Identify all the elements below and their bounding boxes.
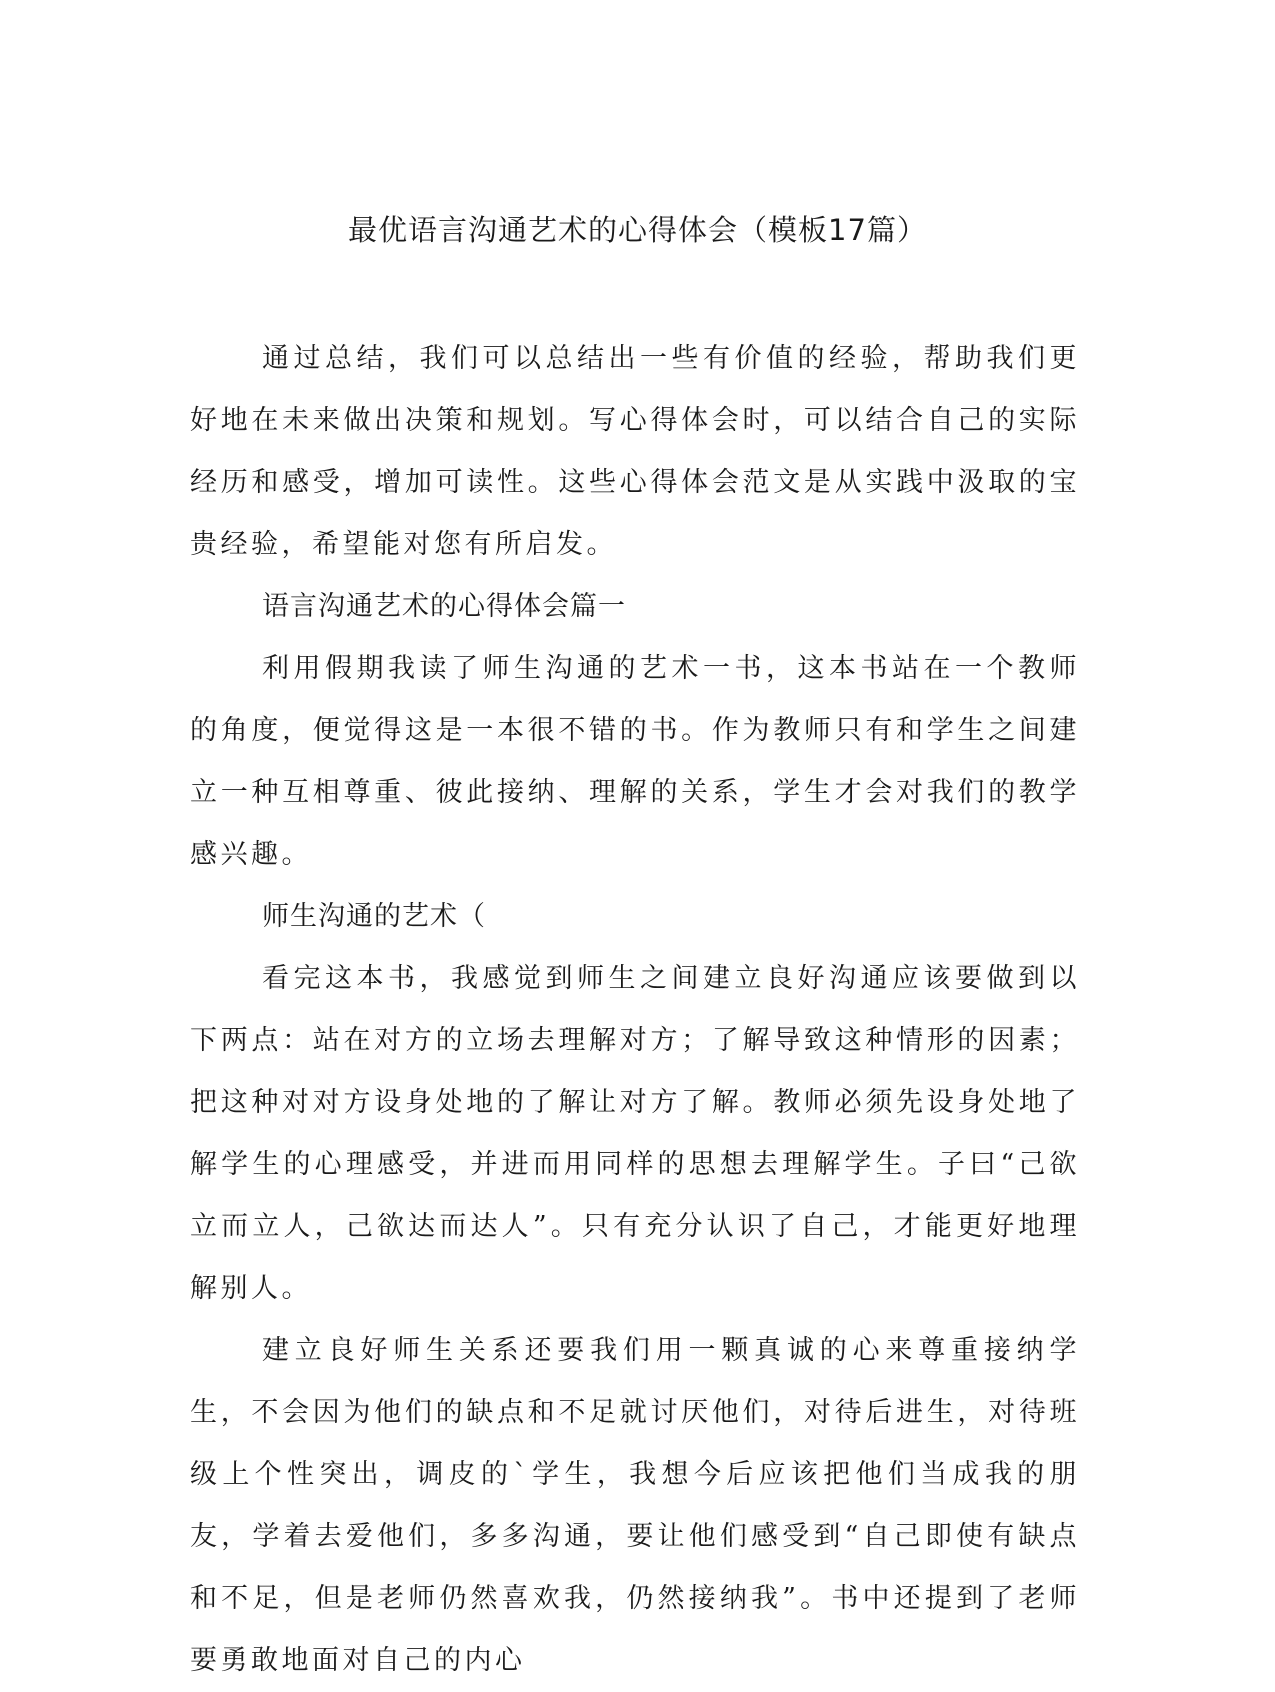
body-paragraph: 建立良好师生关系还要我们用一颗真诚的心来尊重接纳学生，不会因为他们的缺点和不足就讨厌他们，对待后进生，对待班级上个性突出，调皮的`学生，我想今后应该把他们当成我的朋友，学着去爱他们，多多沟通，要让他们感受到“自己即使有缺点和不足，但是老师仍然喜欢我，仍然接纳我”。书中还提到了老师要勇敢地面对自己的内心 [190,1335,1080,1676]
document-body [190,328,1080,1692]
subheading-paragraph: 师生沟通的艺术（ [262,901,486,932]
intro-paragraph: 通过总结，我们可以总结出一些有价值的经验，帮助我们更好地在未来做出决策和规划。写心得体会时，可以结合自己的实际经历和感受，增加可读性。这些心得体会范文是从实践中汲取的宝贵经验，希望能对您有所启发。 [190,343,1080,560]
document-title: 最优语言沟通艺术的心得体会（模板17篇） [348,213,927,247]
body-paragraph: 利用假期我读了师生沟通的艺术一书，这本书站在一个教师的角度，便觉得这是一本很不错的书。作为教师只有和学生之间建立一种互相尊重、彼此接纳、理解的关系，学生才会对我们的教学感兴趣。 [190,653,1080,870]
body-paragraph: 看完这本书，我感觉到师生之间建立良好沟通应该要做到以下两点：站在对方的立场去理解对方；了解导致这种情形的因素；把这种对对方设身处地的了解让对方了解。教师必须先设身处地了解学生的心理感受，并进而用同样的思想去理解学生。子曰“己欲立而立人，己欲达而达人”。只有充分认识了自己，才能更好地理解别人。 [190,963,1080,1304]
section-heading: 语言沟通艺术的心得体会篇一 [262,591,626,622]
